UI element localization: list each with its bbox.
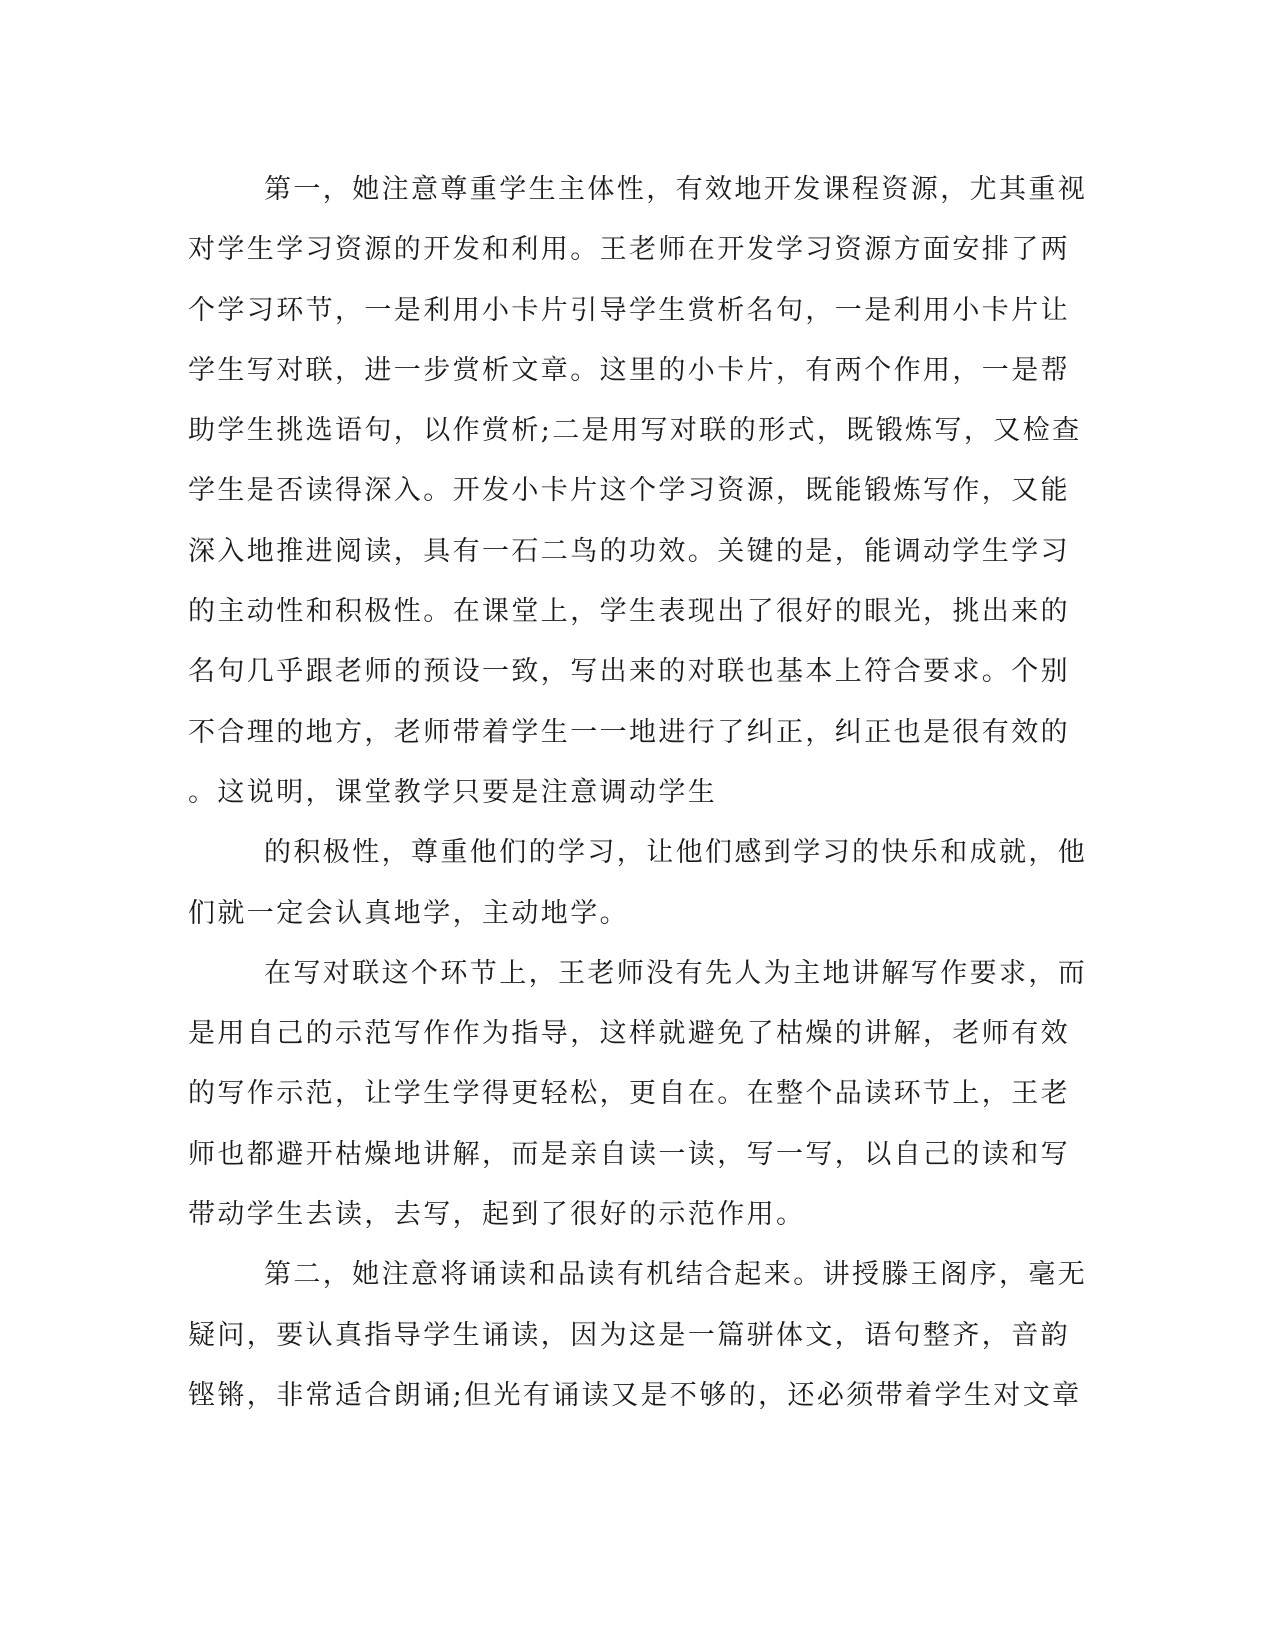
paragraph-1-line-11: 。这说明，课堂教学只要是注意调动学生 xyxy=(188,776,718,808)
paragraph-1-line-10: 不合理的地方，老师带着学生一一地进行了纠正，纠正也是很有效的 xyxy=(188,716,1070,748)
paragraph-3-line-2: 是用自己的示范写作作为指导，这样就避免了枯燥的讲解，老师有效 xyxy=(188,1018,1070,1050)
paragraph-1-line-9: 名句几乎跟老师的预设一致，写出来的对联也基本上符合要求。个别 xyxy=(188,656,1070,688)
paragraph-1-line-7: 深入地推进阅读，具有一石二鸟的功效。关键的是，能调动学生学习 xyxy=(188,535,1070,567)
paragraph-1-line-2: 对学生学习资源的开发和利用。王老师在开发学习资源方面安排了两 xyxy=(188,234,1070,266)
document-body xyxy=(188,160,1088,1426)
paragraph-2-line-1: 的积极性，尊重他们的学习，让他们感到学习的快乐和成就，他 xyxy=(264,837,1088,869)
paragraph-3-line-3: 的写作示范，让学生学得更轻松，更自在。在整个品读环节上，王老 xyxy=(188,1078,1070,1110)
paragraph-4-line-3: 铿锵，非常适合朗诵;但光有诵读又是不够的，还必须带着学生对文章 xyxy=(188,1379,1082,1411)
paragraph-3-line-5: 带动学生去读，去写，起到了很好的示范作用。 xyxy=(188,1199,806,1231)
paragraph-1-line-5: 助学生挑选语句，以作赏析;二是用写对联的形式，既锻炼写，又检查 xyxy=(188,415,1082,447)
paragraph-2-line-2: 们就一定会认真地学，主动地学。 xyxy=(188,897,629,929)
paragraph-4-line-2: 疑问，要认真指导学生诵读，因为这是一篇骈体文，语句整齐，音韵 xyxy=(188,1319,1070,1351)
paragraph-3-line-4: 师也都避开枯燥地讲解，而是亲自读一读，写一写，以自己的读和写 xyxy=(188,1138,1070,1170)
paragraph-3-line-1: 在写对联这个环节上，王老师没有先人为主地讲解写作要求，而 xyxy=(264,957,1088,989)
paragraph-1-line-1: 第一，她注意尊重学生主体性，有效地开发课程资源，尤其重视 xyxy=(264,174,1088,205)
paragraph-1-line-8: 的主动性和积极性。在课堂上，学生表现出了很好的眼光，挑出来的 xyxy=(188,596,1070,628)
paragraph-1-line-4: 学生写对联，进一步赏析文章。这里的小卡片，有两个作用，一是帮 xyxy=(188,354,1070,386)
paragraph-1-line-6: 学生是否读得深入。开发小卡片这个学习资源，既能锻炼写作，又能 xyxy=(188,475,1070,507)
paragraph-4-line-1: 第二，她注意将诵读和品读有机结合起来。讲授滕王阁序，毫无 xyxy=(264,1259,1088,1291)
paragraph-1-line-3: 个学习环节，一是利用小卡片引导学生赏析名句，一是利用小卡片让 xyxy=(188,294,1070,326)
